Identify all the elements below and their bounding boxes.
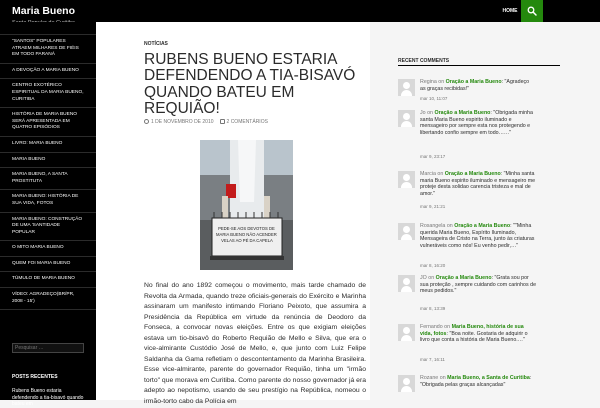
post-category-link[interactable]: NOTÍCIAS [144, 41, 168, 47]
menu-item[interactable]: MARIA BUENO: CONSTRUÇÃO DE UMA 'SANTIDADE POPULAR [0, 212, 96, 241]
avatar [398, 110, 415, 127]
chapel-photo [200, 140, 293, 270]
post-meta [144, 119, 268, 125]
comment-text [420, 79, 536, 92]
comment-text [420, 275, 536, 295]
post-comments-link[interactable]: 2 COMENTÁRIOS [226, 119, 268, 125]
comment-post-link[interactable]: Oração a Maria Bueno [454, 223, 511, 229]
comment-post-link[interactable]: Maria Bueno, história de sua vida, fotos [420, 324, 524, 337]
comment-excerpt: : "Boa noite. Gostaria de adquirir o livro que conta a história de Maria Bueno.…" [420, 330, 528, 344]
page-menu [0, 34, 96, 310]
main-content [96, 22, 370, 405]
comment-author: Regina [420, 79, 437, 85]
avatar [398, 324, 415, 341]
comment-date: mar 7, 16:11 [420, 357, 445, 362]
menu-item[interactable]: LIVRO: MARIA BUENO [0, 136, 96, 152]
comment-date: mar 9, 23:17 [420, 154, 446, 159]
avatar [398, 375, 415, 392]
search-toggle-button[interactable] [521, 0, 543, 22]
avatar [398, 79, 415, 96]
recent-comments-title: RECENT COMMENTS [398, 58, 450, 64]
clock-icon [144, 119, 149, 124]
comment-post-link[interactable]: Oração a Maria Bueno [434, 110, 491, 116]
menu-item[interactable]: MARIA BUENO, A SANTA PROSTITUTA [0, 167, 96, 189]
comment-post-link[interactable]: Maria Bueno, a Santa de Curitiba [447, 375, 530, 381]
menu-item[interactable]: O MITO MARIA BUENO [0, 240, 96, 256]
menu-item[interactable]: MARIA BUENO [0, 152, 96, 168]
comment-excerpt: : "Grata sou por sua proteção , sempre cuidando com carinhos de meus pedidos." [420, 275, 537, 295]
menu-item[interactable]: VÍDEO: AGRADEÇO(BR/PR, 2008 - 15') [0, 287, 96, 310]
comment-text [420, 375, 536, 388]
comment-excerpt: : "Obrigada minha santa Maria Bueno espirito iluminado e mensageiro por sempre esta nos protegendo e libertando confio sempre em todo……" [420, 110, 533, 137]
comment-on: on [438, 79, 445, 85]
menu-item[interactable]: MARIA BUENO: HISTÓRIA DE SUA VIDA, FOTOS [0, 189, 96, 211]
menu-item[interactable]: HISTÓRIA DE MARIA BUENO SERÁ APRESENTADA EM QUATRO EPISÓDIOS [0, 107, 96, 136]
menu-item[interactable]: CENTRO EXOTÉRICO ESPIRITUAL DA MARIA BUENO, CURITIBA [0, 78, 96, 107]
comment-author: Fernando [420, 324, 443, 330]
recent-post-link[interactable]: Rubens Bueno estaria defendendo a tia-bisavó quando bateu em [12, 388, 84, 408]
comment-date: mar 8, 16:20 [420, 263, 446, 268]
comment-post-link[interactable]: Oração a Maria Bueno [435, 275, 492, 281]
comment-post-link[interactable]: Oração a Maria Bueno [445, 79, 502, 85]
comment-excerpt: : ""Minha querida Maria Bueno, Espírito Iluminado, Mensageira de Cristo na Terra, junto às criaturas vulneráveis como nós! Eu venho pedir,…" [420, 223, 535, 250]
post-title[interactable]: RUBENS BUENO ESTARIA DEFENDENDO A TIA-BISAVÓ QUANDO BATEU EM REQUIÃO! [144, 51, 356, 117]
comment-text [420, 110, 536, 137]
left-sidebar [0, 22, 96, 408]
avatar [398, 223, 415, 240]
widget-divider [398, 65, 560, 66]
sidebar-search-input[interactable] [12, 343, 84, 353]
comment-on: on [444, 324, 451, 330]
comment-on: on [427, 110, 433, 116]
plaque-text: PEDE-SE AOS DEVOTOS DE MARIA BUENO NÃO ACENDER VELAS AO PÉ DA CAPELA [216, 226, 277, 243]
comment-author: Marcia [420, 171, 436, 177]
menu-item[interactable]: TÚMULO DE MARIA BUENO [0, 271, 96, 287]
comment-author: Jo [420, 110, 426, 116]
comment-author: Rosangela [420, 223, 446, 229]
comment-date: mar 8, 13:39 [420, 306, 446, 311]
comment-excerpt: : "Minha santa maria Bueno espirito iluminado e mensageiro me proteje desta solidao carencia tristeza e mal de amor." [420, 171, 536, 198]
menu-item[interactable]: QUEM FOI MARIA BUENO [0, 256, 96, 272]
comment-text [420, 171, 536, 198]
menu-item[interactable]: "SANTOS" POPULARES ATRAEM MILHARES DE FIÉIS EM TODO PARANÁ [0, 34, 96, 63]
site-title[interactable]: Maria Bueno [12, 5, 76, 17]
comment-on: on [428, 275, 435, 281]
nav-home-link[interactable]: HOME [502, 8, 518, 14]
comment-author: JO [420, 275, 427, 281]
post-date-link[interactable]: 1 DE NOVEMBRO DE 2010 [151, 119, 214, 125]
comment-text [420, 324, 536, 344]
comment-date: mar 9, 21:21 [420, 204, 446, 209]
comment-excerpt: : "Agradeço as graças recibidas!" [420, 79, 530, 92]
comment-post-link[interactable]: Oração a Maria Bueno [444, 171, 501, 177]
comment-on: on [437, 171, 444, 177]
search-icon [527, 6, 537, 16]
comment-excerpt: : "Obrigada pelas graças alcançadas" [420, 375, 532, 388]
menu-item[interactable]: A DEVOÇÃO A MARIA BUENO [0, 63, 96, 79]
avatar [398, 171, 415, 188]
recent-posts-title: POSTS RECENTES [12, 374, 58, 380]
comment-on: on [439, 375, 446, 381]
right-sidebar [370, 22, 600, 400]
post-body: No final do ano 1892 começou o movimento, mais tarde chamado de Revolta da Armada, quando treze oficiais-generais do Exército e Marinha assinaram um manifesto intimando Floriano Peixoto, que assumira a Presidência da República em virtude da renúncia de Deodoro da Fonseca, a convocar novas eleições. Entre os que exigiam eleições estava um tio-bisavô do Roberto Requião de Mello e Silva, que era o vice-almirante Custódio José de Mello, e, que junto com Luiz Felipe Saldanha da Gama refletiam o descontentamento da Marinha Brasileira. Esse vice-almirante, parente do governador Requião, tinha um "irmão torto" que morava em Curitiba. Como parente do nosso governador já era adepto ao nepotismo, usando de seu prestígio na República, nomeou o irmão-torto cabo da Polícia em [144, 282, 366, 405]
avatar [398, 275, 415, 292]
comment-author: Rozane [420, 375, 439, 381]
comment-on: on [446, 223, 453, 229]
comment-text [420, 223, 536, 250]
comment-date: mar 10, 11:07 [420, 96, 448, 101]
comment-bubble-icon [220, 119, 225, 124]
